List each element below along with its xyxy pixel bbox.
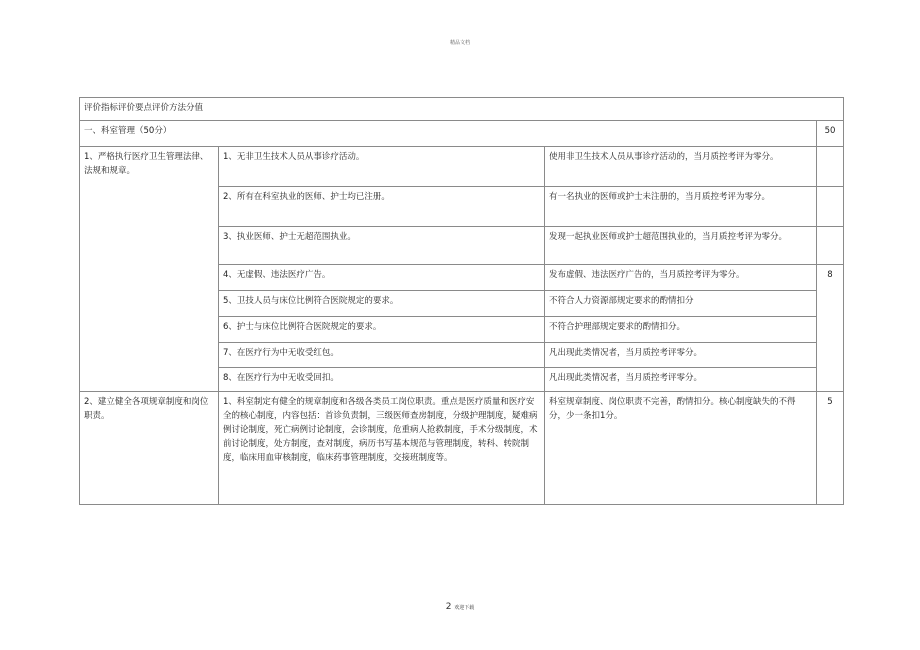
method-1-5: 不符合人力资源部规定要求的酌情扣分 (545, 291, 817, 317)
method-1-3: 发现一起执业医师或护士超范围执业的，当月质控考评为零分。 (545, 227, 817, 265)
point-1-6: 6、护士与床位比例符合医院规定的要求。 (219, 317, 545, 343)
point-1-2: 2、所有在科室执业的医师、护士均已注册。 (219, 187, 545, 227)
section-score: 50 (817, 121, 844, 147)
page-footer (0, 602, 920, 612)
method-1-4: 发布虚假、违法医疗广告的，当月质控考评为零分。 (545, 265, 817, 291)
section-title: 一、科室管理（50分） (80, 121, 817, 147)
point-1-8: 8、在医疗行为中无收受回扣。 (219, 368, 545, 392)
method-1-8: 凡出现此类情况者，当月质控考评零分。 (545, 368, 817, 392)
method-2-1: 科室规章制度、岗位职责不完善，酌情扣分。核心制度缺失的不得分，少一条扣1分。 (545, 392, 817, 505)
method-1-7: 凡出现此类情况者，当月质控考评零分。 (545, 343, 817, 368)
indicator-2: 2、建立健全各项规章制度和岗位职责。 (80, 392, 219, 505)
page-header: 精品文档 (449, 40, 470, 46)
method-1-1: 使用非卫生技术人员从事诊疗活动的，当月质控考评为零分。 (545, 147, 817, 187)
point-2-1: 1、科室制定有健全的规章制度和各级各类员工岗位职责。重点是医疗质量和医疗安全的核心制度，内容包括：首诊负责制，三级医师查房制度，分级护理制度，疑难病例讨论制度，死亡病例讨论制度，会诊制度，危重病人抢救制度，手术分级制度，术前讨论制度，处方制度，查对制度，病历书写基本规范与管理制度，转科、转院制度，临床用血审核制度，临床药事管理制度，交接班制度等。 (219, 392, 545, 505)
method-1-6: 不符合护理部规定要求的酌情扣分。 (545, 317, 817, 343)
indicator-1: 1、严格执行医疗卫生管理法律、法规和规章。 (80, 147, 219, 392)
evaluation-table (79, 97, 844, 505)
method-1-2: 有一名执业的医师或护士未注册的，当月质控考评为零分。 (545, 187, 817, 227)
page-number: 2 (445, 602, 452, 612)
point-1-1: 1、无非卫生技术人员从事诊疗活动。 (219, 147, 545, 187)
table-header-row: 评价指标评价要点评价方法分值 (80, 98, 844, 121)
indicator-1-score: 8 (817, 265, 844, 392)
point-1-4: 4、无虚假、违法医疗广告。 (219, 265, 545, 291)
point-1-5: 5、卫技人员与床位比例符合医院规定的要求。 (219, 291, 545, 317)
indicator-2-score: 5 (817, 392, 844, 505)
point-1-3: 3、执业医师、护士无超范围执业。 (219, 227, 545, 265)
footer-text: 欢迎下载 (454, 605, 475, 611)
point-1-7: 7、在医疗行为中无收受红包。 (219, 343, 545, 368)
